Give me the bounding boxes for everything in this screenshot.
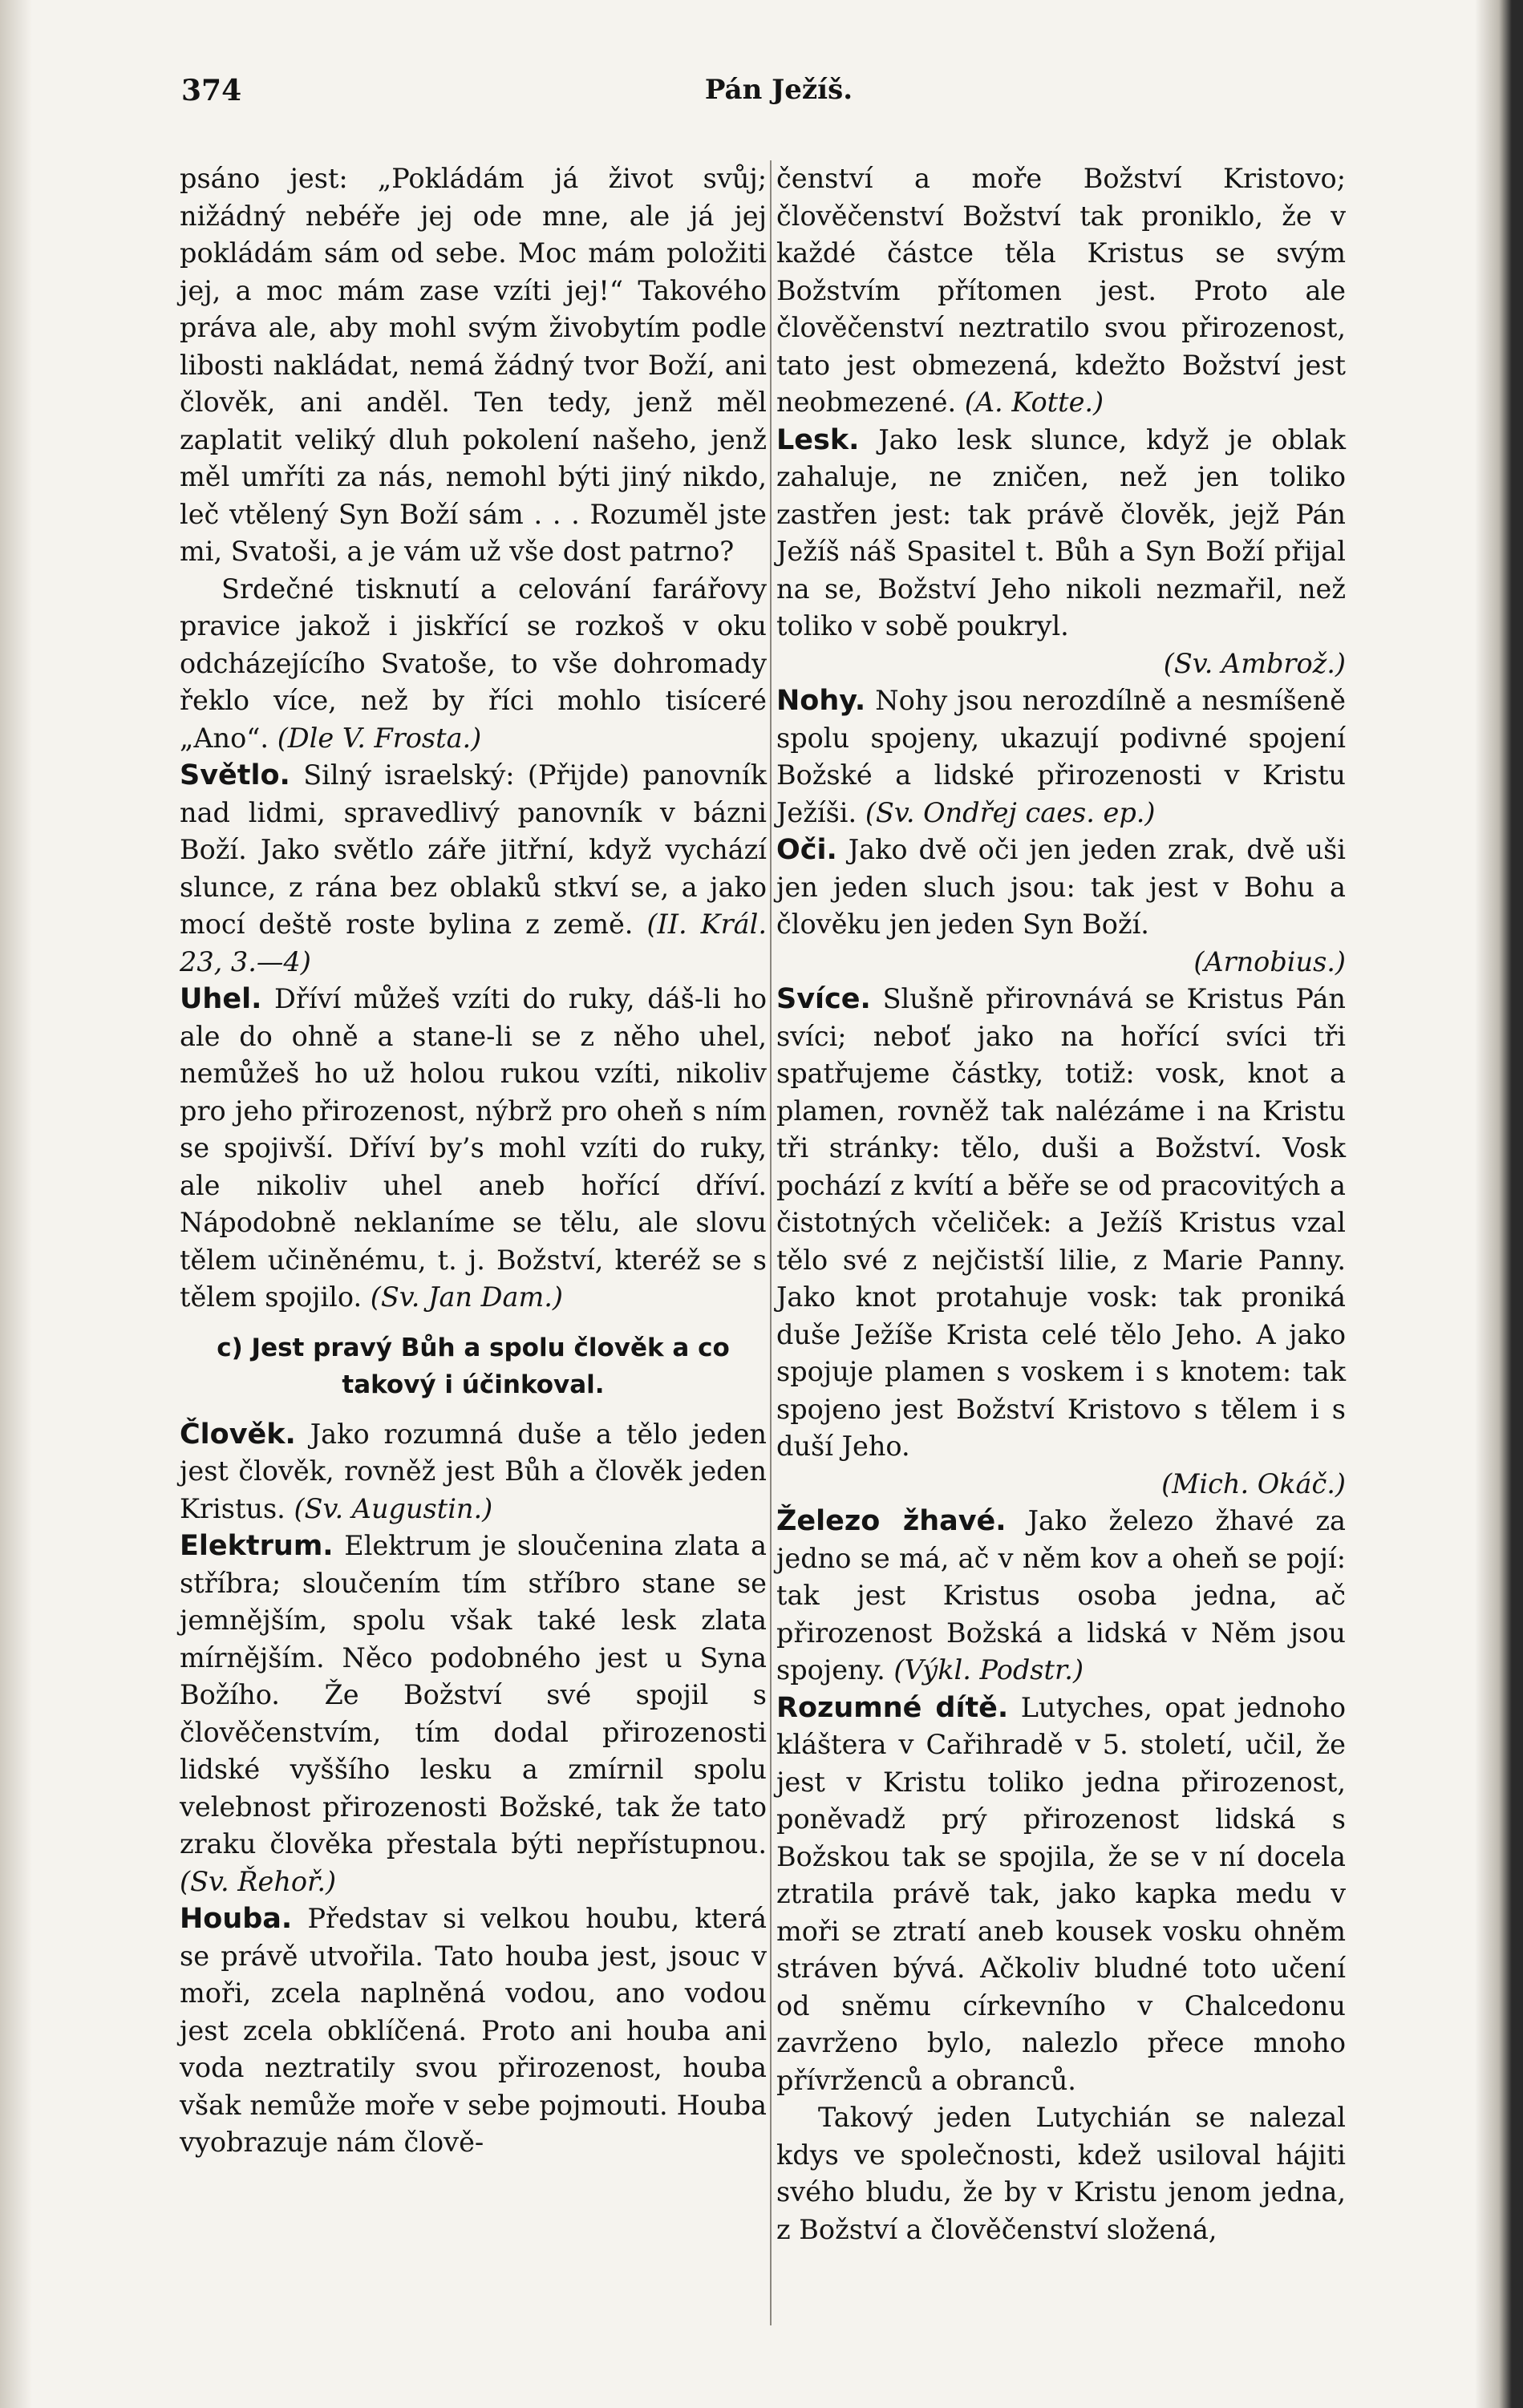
paragraph xyxy=(180,571,767,758)
paragraph-text: čenství a moře Božství Kristovo; člověčenství Božství tak proniklo, že v každé částce těla Kristus se svým Božstvím přítomen jest. Proto ale člověčenství neztratilo svou přirozenost, tato jest obmezená, kdežto Božství jest neobmezené. xyxy=(776,163,1346,418)
entry-text: Silný israelský: (Přijde) panovník nad lidmi, spravedlivý panovník v bázni Boží. Jako světlo záře jitřní, když vychází slunce, z rána bez oblaků stkví se, a jako mocí deště roste bylina z země. xyxy=(180,759,768,940)
scan-edge-left xyxy=(0,0,32,2408)
entry-text: Slušně přirovnává se Kristus Pán svíci; neboť jako na hořící svíci tři spatřujeme částky, totiž: vosk, knot a plamen, rovněž tak nalézáme i na Kristu tři stránky: tělo, duši a Božství. Vosk pochází z kvítí a běře se od pracovitých a čistotných včeliček: a Ježíš Kristus vzal tělo své z nejčistší lilie, z Marie Panny. Jako knot protahuje vosk: tak proniká duše Ježíše Krista celé tělo Jeho. A jako spojuje plamen s voskem i s knotem: tak spojeno jest Božství Kristovo s tělem i s duší Jeho. xyxy=(776,983,1346,1462)
entry-term: Lesk. xyxy=(776,423,860,456)
right-column xyxy=(776,160,1346,2341)
entry-term: Oči. xyxy=(776,834,837,866)
citation: (Sv. Augustin.) xyxy=(294,1492,493,1524)
entry-term: Svíce. xyxy=(776,983,871,1015)
entry-nohy xyxy=(776,682,1346,832)
paragraph-text: psáno jest: „Pokládám já život svůj; nižádný nebéře jej ode mne, ale já jej pokládám sám od sebe. Moc mám položiti jej, a moc mám zase vzíti jej!“ Takového práva ale, aby mohl svým živobytím podle libosti nakládat, nemá žádný tvor Boží, ani člověk, ani anděl. Ten tedy, jenž měl zaplatit veliký dluh pokolení našeho, jenž měl umříti za nás, nemohl býti jiný nikdo, leč vtělený Syn Boží sám . . . Rozuměl jste mi, Svatoši, a je vám už vše dost patrno? xyxy=(180,163,767,567)
entry-text: Dříví můžeš vzíti do ruky, dáš-li ho ale do ohně a stane-li se z něho uhel, nemůžeš ho už holou rukou vzíti, nikoliv pro jeho přirozenost, nýbrž pro oheň s ním se spojivší. Dříví by’s mohl vzíti do ruky, ale nikoliv uhel aneb hořící dříví. Nápodobně neklaníme se tělu, ale slovu tělem učiněnému, t. j. Božství, kteréž se s tělem spojilo. xyxy=(180,983,767,1313)
entry-term: Člověk. xyxy=(180,1418,296,1451)
entry-svetlo xyxy=(180,757,767,981)
entry-term: Houba. xyxy=(180,1903,293,1935)
citation: (II. Král. 23, 3.—4) xyxy=(180,909,767,977)
entry-text: Lutyches, opat jednoho kláštera v Cařihradě v 5. století, učil, že jest v Kristu toliko jedna přirozenost, poněvadž prý přirozenost lidská s Božskou tak se spojila, že se v ní docela ztratila právě tak, jako kapka medu v moři se ztratí aneb kousek vosku ohněm stráven bývá. Ačkoliv bludné toto učení od sněmu církevního v Chalcedonu zavrženo bylo, nalezlo přece mnoho přívrženců a obranců. xyxy=(776,1691,1346,2096)
paragraph-text: Takový jeden Lutychián se nalezal kdys ve společnosti, kdež usiloval hájiti svého bludu, že by v Kristu jenom jedna, z Božství a člověčenství složená, xyxy=(776,2102,1346,2245)
running-head: Pán Ježíš. xyxy=(704,74,853,106)
entry-oci xyxy=(776,832,1346,981)
entry-lesk xyxy=(776,422,1346,683)
citation: (Arnobius.) xyxy=(1193,945,1346,977)
citation: (Dle V. Frosta.) xyxy=(277,722,482,754)
citation: (Mich. Okáč.) xyxy=(1161,1467,1346,1499)
citation: (Výkl. Podstr.) xyxy=(893,1654,1084,1686)
entry-svice xyxy=(776,981,1346,1503)
entry-text: Představ si velkou houbu, která se právě utvořila. Tato houba jest, jsouc v moři, zcela naplněná vodou, ano vodou jest zcela obklíčená. Proto ani houba ani voda neztratily svou přirozenost, houba však nemůže moře v sebe pojmouti. Houba vyobrazuje nám člově- xyxy=(180,1903,767,2158)
entry-text: Jako dvě oči jen jeden zrak, dvě uši jen jeden sluch jsou: tak jest v Bohu a člověku jen jeden Syn Boží. xyxy=(776,834,1347,940)
entry-term: Světlo. xyxy=(180,759,290,791)
page-number: 374 xyxy=(181,74,242,107)
scan-edge-right xyxy=(1475,0,1523,2408)
entry-zelezo xyxy=(776,1503,1346,1690)
column-divider xyxy=(770,160,772,2325)
citation: (Sv. Řehoř.) xyxy=(180,1865,337,1897)
citation: (Sv. Ondřej caes. ep.) xyxy=(865,796,1156,828)
entry-text: Jako železo žhavé za jedno se má, ač v něm kov a oheň se pojí: tak jest Kristus osoba jedna, ač přirozenost Božská a lidská v Něm jsou spojeny. xyxy=(776,1505,1346,1686)
paragraph xyxy=(180,160,767,571)
entry-uhel xyxy=(180,981,767,1317)
entry-text: Jako lesk slunce, když je oblak zahaluje, ne zničen, než jen toliko zastřen jest: tak právě člověk, jejž Pán Ježíš náš Spasitel t. Bůh a Syn Boží přijal na se, Božství Jeho nikoli nezmařil, než toliko v sobě poukryl. xyxy=(776,423,1346,641)
section-heading: c) Jest pravý Bůh a spolu člověk a co takový i účinkoval. xyxy=(217,1333,730,1399)
entry-elektrum xyxy=(180,1528,767,1900)
entry-term: Rozumné dítě. xyxy=(776,1691,1009,1724)
paragraph-text: Srdečné tisknutí a celování farářovy pravice jakož i jiskřící se rozkoš v oku odcházejícího Svatoše, to vše dohromady řeklo více, než by říci mohlo tisíceré „Ano“. xyxy=(180,573,767,754)
citation: (A. Kotte.) xyxy=(964,386,1104,418)
entry-clovek xyxy=(180,1416,767,1528)
entry-text: Elektrum je sloučenina zlata a stříbra; sloučením tím stříbro stane se jemnějším, spolu však také lesk zlata mírnějším. Něco podobného jest u Syna Božího. Že Božství své spojil s člověčenstvím, tím dodal přirozenosti lidské vyššího lesku a zmírnil spolu velebnost přirozenosti Božské, tak že tato zraku člověka přestala býti nepřístupnou. xyxy=(180,1530,767,1860)
entry-text: Jako rozumná duše a tělo jeden jest člověk, rovněž jest Bůh a člověk jeden Kristus. xyxy=(180,1418,767,1524)
entry-term: Elektrum. xyxy=(180,1530,334,1562)
entry-term: Železo žhavé. xyxy=(776,1505,1007,1537)
entry-term: Nohy. xyxy=(776,685,866,717)
citation: (Sv. Ambrož.) xyxy=(1163,647,1346,679)
page-header xyxy=(181,74,1376,112)
left-column xyxy=(180,160,767,2341)
paragraph xyxy=(776,2099,1346,2248)
entry-houba xyxy=(180,1900,767,2162)
entry-rozumne-dite xyxy=(776,1690,1346,2100)
paragraph xyxy=(776,160,1346,422)
citation: (Sv. Jan Dam.) xyxy=(370,1281,563,1313)
entry-text: Nohy jsou nerozdílně a nesmíšeně spolu spojeny, ukazují podivné spojení Božské a lidské přirozenosti v Kristu Ježíši. xyxy=(776,685,1346,828)
entry-term: Uhel. xyxy=(180,983,262,1015)
